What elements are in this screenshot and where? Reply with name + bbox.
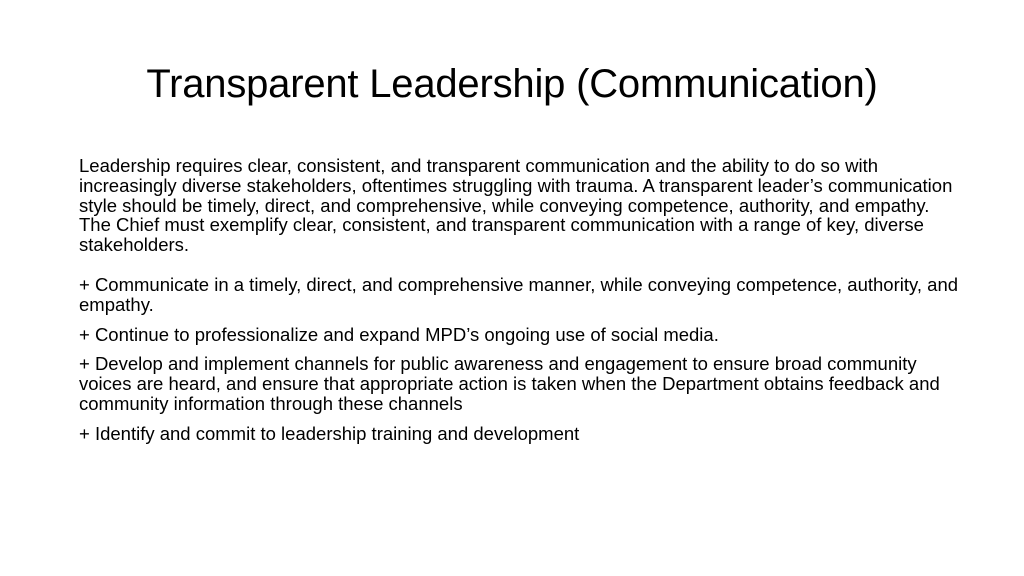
bullet-item: + Communicate in a timely, direct, and comprehensive manner, while conveying competence, authority, and empathy. bbox=[79, 273, 959, 315]
bullet-item: + Identify and commit to leadership training and development bbox=[79, 422, 580, 444]
slide-body bbox=[79, 156, 959, 454]
slide-title: Transparent Leadership (Communication) bbox=[146, 62, 878, 106]
intro-paragraph: Leadership requires clear, consistent, and transparent communication and the ability to do so with increasingly diverse stakeholders, oftentimes struggling with trauma. A transparent leader’s communication style should be timely, direct, and comprehensive, while conveying competence, authority, and empathy. The Chief must exemplify clear, consistent, and transparent communication with a range of key, diverse stakeholders. bbox=[79, 155, 953, 256]
bullet-item: + Develop and implement channels for public awareness and engagement to ensure broad community voices are heard, and ensure that appropriate action is taken when the Department obtains feedback and community information through these channels bbox=[79, 353, 940, 414]
bullet-item: + Continue to professionalize and expand MPD’s ongoing use of social media. bbox=[79, 323, 719, 345]
